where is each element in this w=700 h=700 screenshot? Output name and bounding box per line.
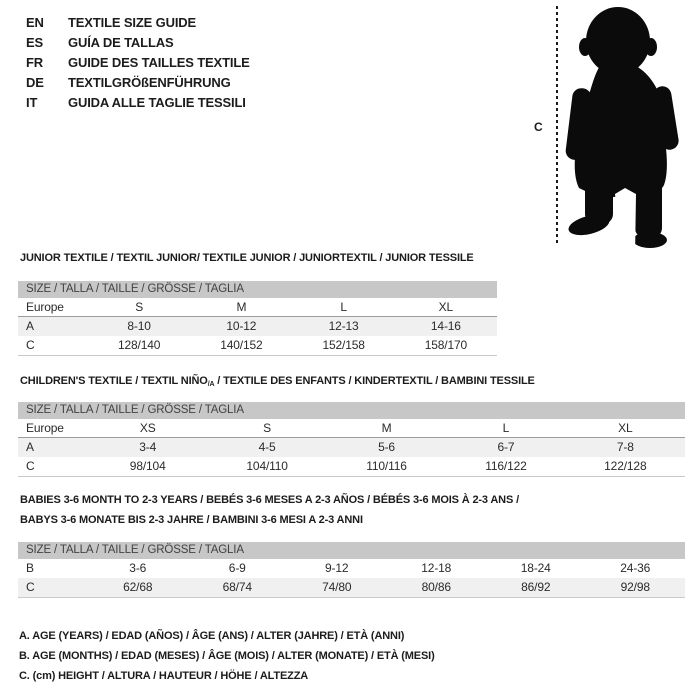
table-cell: 8-10 — [127, 319, 151, 333]
section-title-text: / TEXTILE DES ENFANTS / KINDERTEXTIL / BAMBINI TESSILE — [214, 375, 535, 387]
section-title-line: BABIES 3-6 MONTH TO 2-3 YEARS / BEBÉS 3-6 MESES A 2-3 AÑOS / BÉBÉS 3-6 MOIS À 2-3 ANS / — [20, 494, 519, 506]
table-cell: 5-6 — [378, 440, 395, 454]
row-label: C — [26, 459, 35, 473]
table-row — [18, 419, 685, 438]
table-cell: 3-4 — [139, 440, 157, 454]
table-size-header: SIZE / TALLA / TAILLE / GRÖSSE / TAGLIA — [18, 402, 685, 419]
table-size-header: SIZE / TALLA / TAILLE / GRÖSSE / TAGLIA — [18, 542, 685, 559]
table-row — [18, 438, 685, 457]
table-cell: 110/116 — [366, 459, 407, 473]
language-title: GUIDE DES TAILLES TEXTILE — [68, 55, 250, 70]
table-row — [18, 317, 497, 336]
language-code: ES — [26, 35, 44, 50]
section-title-junior: JUNIOR TEXTILE / TEXTIL JUNIOR/ TEXTILE JUNIOR / JUNIORTEXTIL / JUNIOR TESSILE — [20, 252, 474, 264]
language-code: DE — [26, 75, 44, 90]
footnote-age-months: B. AGE (MONTHS) / EDAD (MESES) / ÂGE (MOIS) / ALTER (MONATE) / ETÀ (MESI) — [19, 650, 435, 662]
footnote-height: C. (cm) HEIGHT / ALTURA / HAUTEUR / HÖHE / ALTEZZA — [19, 670, 309, 682]
table-cell: 14-16 — [430, 319, 461, 333]
row-label: Europe — [26, 421, 64, 435]
section-title-text: CHILDREN'S TEXTILE / TEXTIL NIÑO — [20, 375, 208, 387]
children-size-table — [18, 402, 685, 477]
table-cell: 9-12 — [325, 561, 349, 575]
table-cell: 4-5 — [258, 440, 276, 454]
language-title: GUIDA ALLE TAGLIE TESSILI — [68, 95, 246, 110]
section-title-babies — [20, 490, 519, 530]
table-cell: 3-6 — [129, 561, 147, 575]
table-cell: 98/104 — [129, 459, 166, 473]
toddler-silhouette-icon — [564, 4, 700, 256]
table-row — [18, 578, 685, 597]
section-title-children — [20, 371, 535, 395]
language-row — [26, 93, 250, 113]
table-cell: 12-13 — [328, 319, 359, 333]
table-cell: XS — [139, 421, 156, 435]
table-cell: 24-36 — [620, 561, 651, 575]
height-measure-label: C — [534, 120, 543, 134]
language-title: GUÍA DE TALLAS — [68, 35, 174, 50]
row-label: A — [26, 440, 34, 454]
table-cell: 7-8 — [616, 440, 634, 454]
row-label: C — [26, 338, 35, 352]
table-cell: 152/158 — [322, 338, 365, 352]
table-cell: 122/128 — [604, 459, 647, 473]
legend-footnotes — [19, 626, 435, 686]
table-cell: L — [502, 421, 510, 435]
table-cell: M — [381, 421, 392, 435]
babies-size-table — [18, 542, 685, 598]
height-measure-dashed-line — [556, 6, 558, 246]
table-cell: S — [263, 421, 272, 435]
table-cell: XL — [618, 421, 633, 435]
language-title: TEXTILE SIZE GUIDE — [68, 15, 197, 30]
row-label: Europe — [26, 300, 64, 314]
table-cell: 18-24 — [520, 561, 551, 575]
junior-size-table — [18, 281, 497, 356]
table-cell: 6-7 — [497, 440, 515, 454]
table-cell: M — [236, 300, 247, 314]
table-cell: L — [340, 300, 347, 314]
table-cell: 116/122 — [485, 459, 527, 473]
table-cell: 86/92 — [521, 580, 551, 594]
section-title-line: BABYS 3-6 MONATE BIS 2-3 JAHRE / BAMBINI 3-6 MESI A 2-3 ANNI — [20, 514, 363, 526]
table-row — [18, 457, 685, 476]
table-size-header: SIZE / TALLA / TAILLE / GRÖSSE / TAGLIA — [18, 281, 497, 298]
table-row — [18, 298, 497, 317]
language-row — [26, 53, 250, 73]
table-cell: 128/140 — [117, 338, 161, 352]
language-title: TEXTILGRÖßENFÜHRUNG — [68, 75, 231, 90]
row-label: A — [26, 319, 34, 333]
language-row — [26, 73, 250, 93]
table-cell: 158/170 — [424, 338, 468, 352]
table-row — [18, 336, 497, 355]
footnote-age-years: A. AGE (YEARS) / EDAD (AÑOS) / ÂGE (ANS) / ALTER (JAHRE) / ETÀ (ANNI) — [19, 630, 405, 642]
table-cell: S — [135, 300, 144, 314]
table-cell: 92/98 — [620, 580, 650, 594]
table-cell: 140/152 — [220, 338, 263, 352]
table-cell: 6-9 — [228, 561, 246, 575]
language-title-list — [26, 13, 250, 113]
baby-height-figure — [530, 4, 700, 256]
language-row — [26, 33, 250, 53]
table-cell: XL — [438, 300, 454, 314]
table-cell: 62/68 — [123, 580, 153, 594]
table-row — [18, 559, 685, 578]
table-cell: 12-18 — [421, 561, 452, 575]
language-code: IT — [26, 95, 38, 110]
language-code: FR — [26, 55, 44, 70]
table-cell: 104/110 — [246, 459, 288, 473]
table-cell: 74/80 — [322, 580, 352, 594]
row-label: B — [26, 561, 34, 575]
table-cell: 10-12 — [226, 319, 257, 333]
language-code: EN — [26, 15, 44, 30]
table-cell: 68/74 — [222, 580, 252, 594]
row-label: C — [26, 580, 35, 594]
section-title-subscript: /A — [207, 381, 215, 388]
language-row — [26, 13, 250, 33]
table-cell: 80/86 — [421, 580, 451, 594]
